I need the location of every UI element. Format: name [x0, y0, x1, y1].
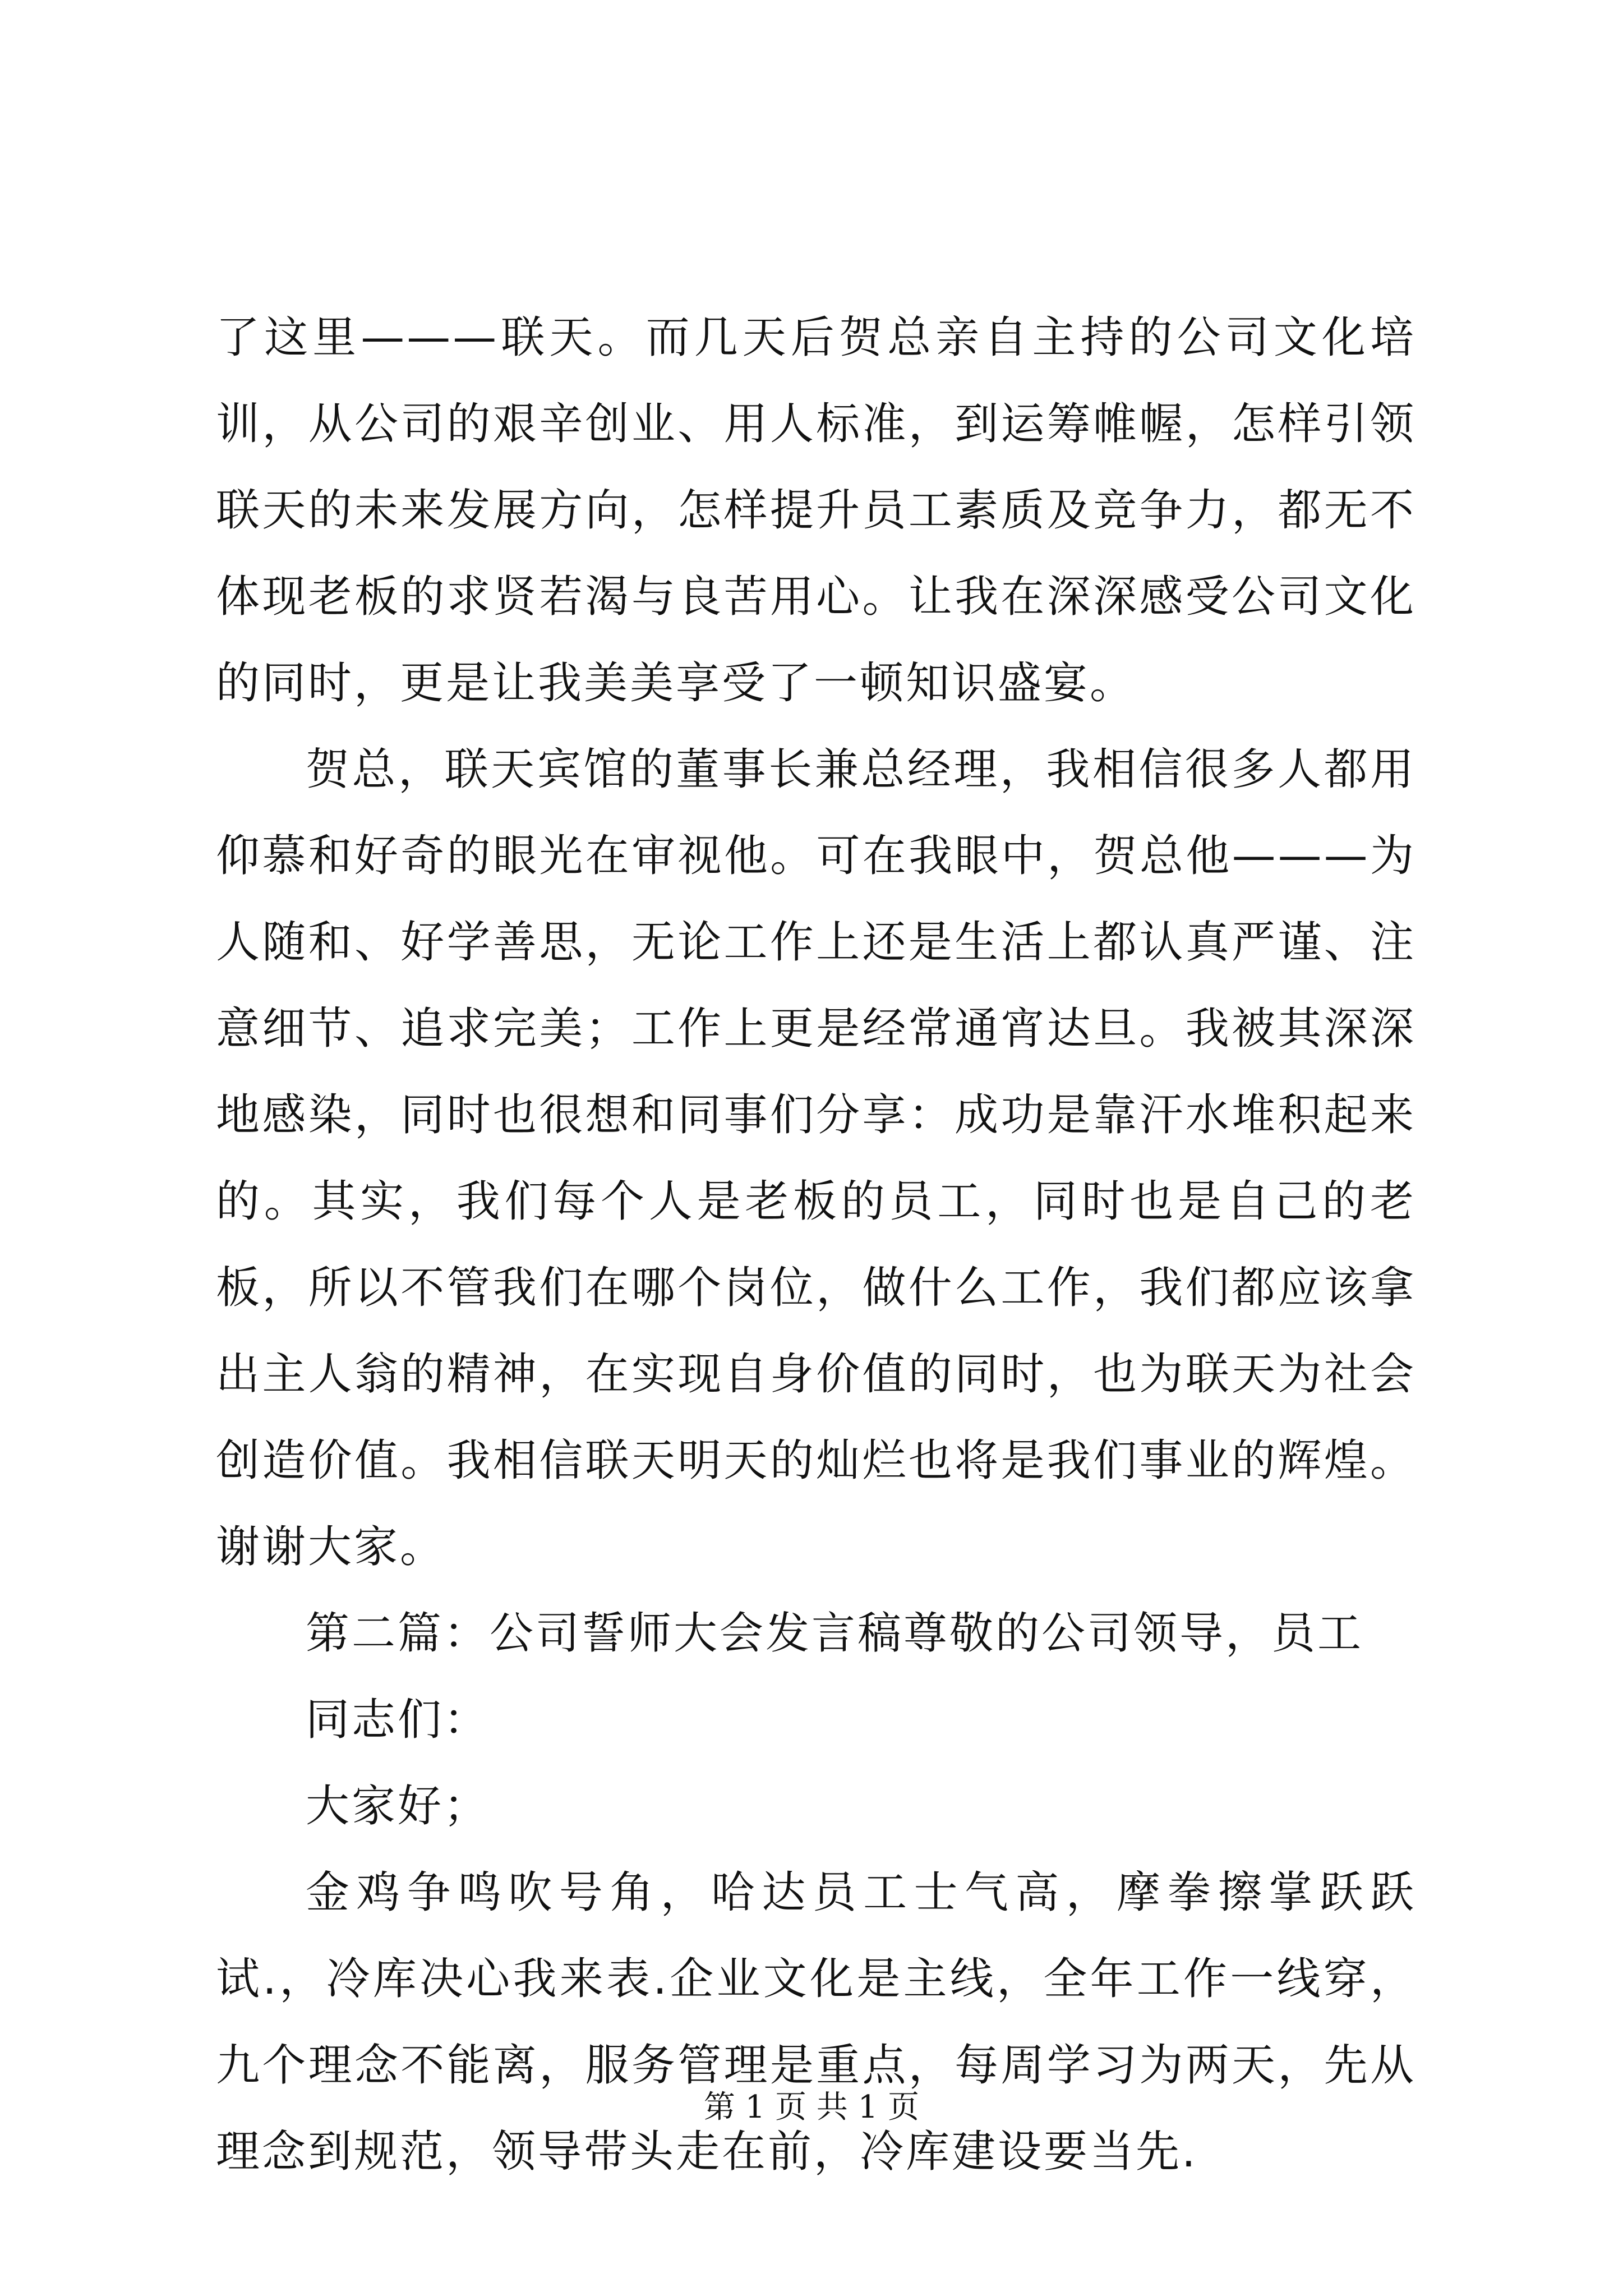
paragraph-1: 了这里———联天。而几天后贺总亲自主持的公司文化培训，从公司的艰辛创业、用人标准，到运筹帷幄，怎样引领联天的未来发展方向，怎样提升员工素质及竞争力，都无不体现老板的求贤若渴与良苦用心。让我在深深感受公司文化的同时，更是让我美美享受了一顿知识盛宴。: [216, 312, 1416, 708]
section-heading: 第二篇：公司誓师大会发言稿尊敬的公司领导，员工: [306, 1608, 1364, 1659]
salutation: 同志们：: [306, 1695, 490, 1745]
document-body: [216, 295, 1416, 2195]
page-footer: 第 1 页 共 1 页: [703, 2089, 920, 2125]
paragraph-3: 金鸡争鸣吹号角，哈达员工士气高，摩拳擦掌跃跃试.，冷库决心我来表.企业文化是主线，全年工作一线穿，九个理念不能离，服务管理是重点，每周学习为两天，先从理念到规范，领导带头走在前，冷库建设要当先.: [216, 1867, 1416, 2177]
paragraph-2: 贺总，联天宾馆的董事长兼总经理，我相信很多人都用仰慕和好奇的眼光在审视他。可在我眼中，贺总他———为人随和、好学善思，无论工作上还是生活上都认真严谨、注意细节、追求完美；工作上更是经常通宵达旦。我被其深深地感染，同时也很想和同事们分享：成功是靠汗水堆积起来的。其实，我们每个人是老板的员工，同时也是自己的老板，所以不管我们在哪个岗位，做什么工作，我们都应该拿出主人翁的精神，在实现自身价值的同时，也为联天为社会创造价值。我相信联天明天的灿烂也将是我们事业的辉煌。谢谢大家。: [216, 744, 1416, 1572]
greeting: 大家好；: [306, 1781, 490, 1832]
